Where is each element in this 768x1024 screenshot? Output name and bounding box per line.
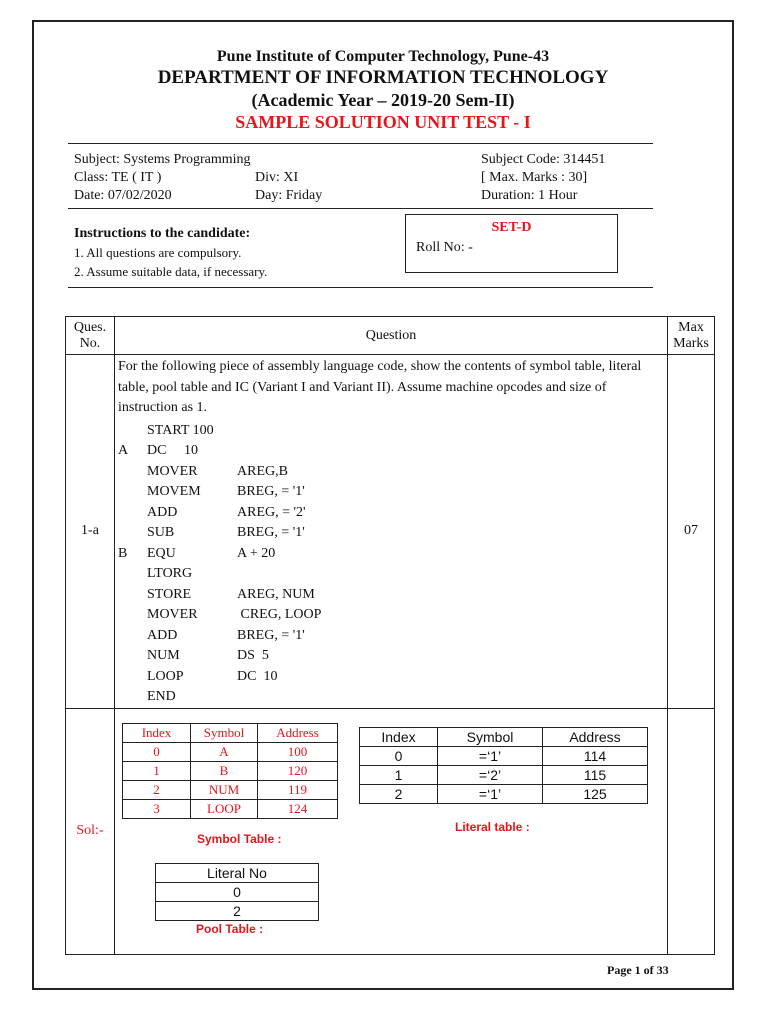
question-number: 1-a [66, 355, 115, 709]
code-mnemonic: SUB [147, 525, 175, 540]
literal-table-cell: 0 [360, 747, 438, 766]
test-title: SAMPLE SOLUTION UNIT TEST - I [235, 112, 531, 132]
code-operand: AREG,B [237, 463, 288, 479]
code-label [118, 605, 147, 626]
divider [68, 287, 653, 288]
code-mnemonic: EQU [147, 545, 176, 561]
code-mnemonic: ADD [147, 504, 178, 520]
code-mnemonic: DC 10 [147, 443, 198, 458]
code-mnemonic: NUM [147, 648, 180, 663]
code-operand: DC 10 [237, 668, 278, 684]
literal-table-cell: 115 [543, 766, 648, 785]
symbol-table-header-cell: Address [258, 724, 338, 743]
question-row [66, 355, 715, 709]
literal-table-header [360, 728, 648, 747]
code-operand: CREG, LOOP [237, 607, 322, 622]
code-mnemonic: END [147, 689, 176, 704]
code-label [118, 585, 147, 606]
code-operand: BREG, = '1' [237, 484, 305, 499]
question-cell [115, 355, 668, 709]
code-operand [237, 421, 667, 442]
roll-no: Roll No: - [416, 240, 473, 255]
literal-table [359, 727, 648, 804]
table-row [123, 800, 338, 819]
literal-table-header-cell: Address [543, 728, 648, 747]
code-operand: AREG, = '2' [237, 504, 306, 520]
set-box [405, 214, 618, 273]
literal-table-header-cell: Index [360, 728, 438, 747]
table-row [156, 883, 319, 902]
code-mnemonic: LTORG [147, 566, 193, 581]
duration: Duration: 1 Hour [481, 188, 578, 203]
code-mnemonic: MOVEM [147, 484, 201, 499]
code-operand: A + 20 [237, 545, 276, 561]
code-label [118, 523, 147, 544]
symbol-table-cell: 1 [123, 762, 191, 781]
academic-year: (Academic Year – 2019-20 Sem-II) [251, 90, 515, 110]
instructions-heading: Instructions to the candidate: [74, 226, 251, 241]
subject: Subject: Systems Programming [74, 152, 251, 167]
divider [68, 208, 653, 209]
divider [68, 143, 653, 144]
code-label [118, 626, 147, 647]
symbol-table-header-cell: Symbol [191, 724, 258, 743]
table-header-row [66, 317, 715, 355]
code-label [118, 482, 147, 503]
max-marks-header: Max Marks [668, 317, 715, 355]
literal-table-cell: 2 [360, 785, 438, 804]
symbol-table-cell: A [191, 743, 258, 762]
code-operand [237, 687, 667, 708]
class: Class: TE ( IT ) [74, 170, 162, 185]
symbol-table-cell: 3 [123, 800, 191, 819]
code-operand: BREG, = '1' [237, 627, 305, 643]
code-label [118, 564, 147, 585]
symbol-table [122, 723, 338, 819]
code-operand: BREG, = '1' [237, 525, 305, 540]
literal-table-cell: =‘1’ [438, 785, 543, 804]
day: Day: Friday [255, 188, 323, 203]
table-row [156, 902, 319, 921]
department-name: DEPARTMENT OF INFORMATION TECHNOLOGY [157, 67, 609, 88]
literal-table-cell: 1 [360, 766, 438, 785]
table-row [360, 766, 648, 785]
symbol-table-caption: Symbol Table : [197, 832, 282, 846]
code-label: B [118, 545, 128, 561]
symbol-table-header-cell: Index [123, 724, 191, 743]
code-label [118, 503, 147, 524]
symbol-table-cell: LOOP [191, 800, 258, 819]
literal-table-header-cell: Symbol [438, 728, 543, 747]
code-mnemonic: START 100 [147, 422, 214, 438]
max-marks: [ Max. Marks : 30] [481, 170, 588, 185]
symbol-table-cell: 2 [123, 781, 191, 800]
solution-label: Sol:- [66, 708, 115, 954]
pool-table-cell: 2 [156, 902, 319, 921]
code-label [118, 421, 147, 442]
table-row [123, 743, 338, 762]
set-label: SET-D [491, 220, 532, 235]
literal-table-cell: 114 [543, 747, 648, 766]
code-label: A [118, 443, 129, 458]
code-mnemonic: LOOP [147, 668, 184, 684]
symbol-table-cell: 119 [258, 781, 338, 800]
code-label [118, 462, 147, 483]
symbol-table-cell: 100 [258, 743, 338, 762]
code-mnemonic: STORE [147, 586, 192, 602]
code-label [118, 646, 147, 667]
code-operand [237, 441, 667, 462]
code-operand [237, 564, 667, 585]
instruction-item: 1. All questions are compulsory. [74, 245, 242, 260]
symbol-table-cell: 120 [258, 762, 338, 781]
literal-table-cell: =‘2’ [438, 766, 543, 785]
pool-table-caption: Pool Table : [196, 922, 264, 936]
subject-code: Subject Code: 314451 [481, 152, 606, 167]
pool-table [155, 863, 319, 921]
table-row [360, 747, 648, 766]
symbol-table-cell: B [191, 762, 258, 781]
code-label [118, 687, 147, 708]
pool-table-cell: 0 [156, 883, 319, 902]
literal-table-cell: 125 [543, 785, 648, 804]
code-label [118, 667, 147, 688]
symbol-table-header [123, 724, 338, 743]
code-mnemonic: MOVER [147, 463, 198, 479]
instruction-item: 2. Assume suitable data, if necessary. [74, 264, 268, 279]
code-operand: AREG, NUM [237, 586, 315, 602]
assembly-code [115, 421, 667, 708]
page-number: Page 1 of 33 [607, 963, 669, 977]
symbol-table-cell: 0 [123, 743, 191, 762]
division: Div: XI [255, 170, 299, 185]
table-row [123, 781, 338, 800]
solution-marks [668, 708, 715, 954]
pool-table-header [156, 864, 319, 883]
literal-table-caption: Literal table : [455, 820, 530, 834]
date: Date: 07/02/2020 [74, 188, 172, 203]
question-text: For the following piece of assembly language code, show the contents of symbol table, literal table, pool table and IC (Variant I and Variant II). Assume machine opcodes and size of instruction as 1. [118, 359, 642, 415]
code-operand: DS 5 [237, 648, 269, 663]
question-table [65, 316, 715, 955]
code-mnemonic: MOVER [147, 607, 198, 622]
literal-table-cell: =‘1’ [438, 747, 543, 766]
table-row [360, 785, 648, 804]
symbol-table-cell: NUM [191, 781, 258, 800]
institute-name: Pune Institute of Computer Technology, Pune-43 [216, 48, 550, 65]
code-mnemonic: ADD [147, 627, 178, 643]
ques-no-header: Ques. No. [66, 317, 115, 355]
question-header: Question [115, 317, 668, 355]
symbol-table-cell: 124 [258, 800, 338, 819]
question-marks: 07 [668, 355, 715, 709]
table-row [123, 762, 338, 781]
pool-table-header-cell: Literal No [156, 864, 319, 883]
